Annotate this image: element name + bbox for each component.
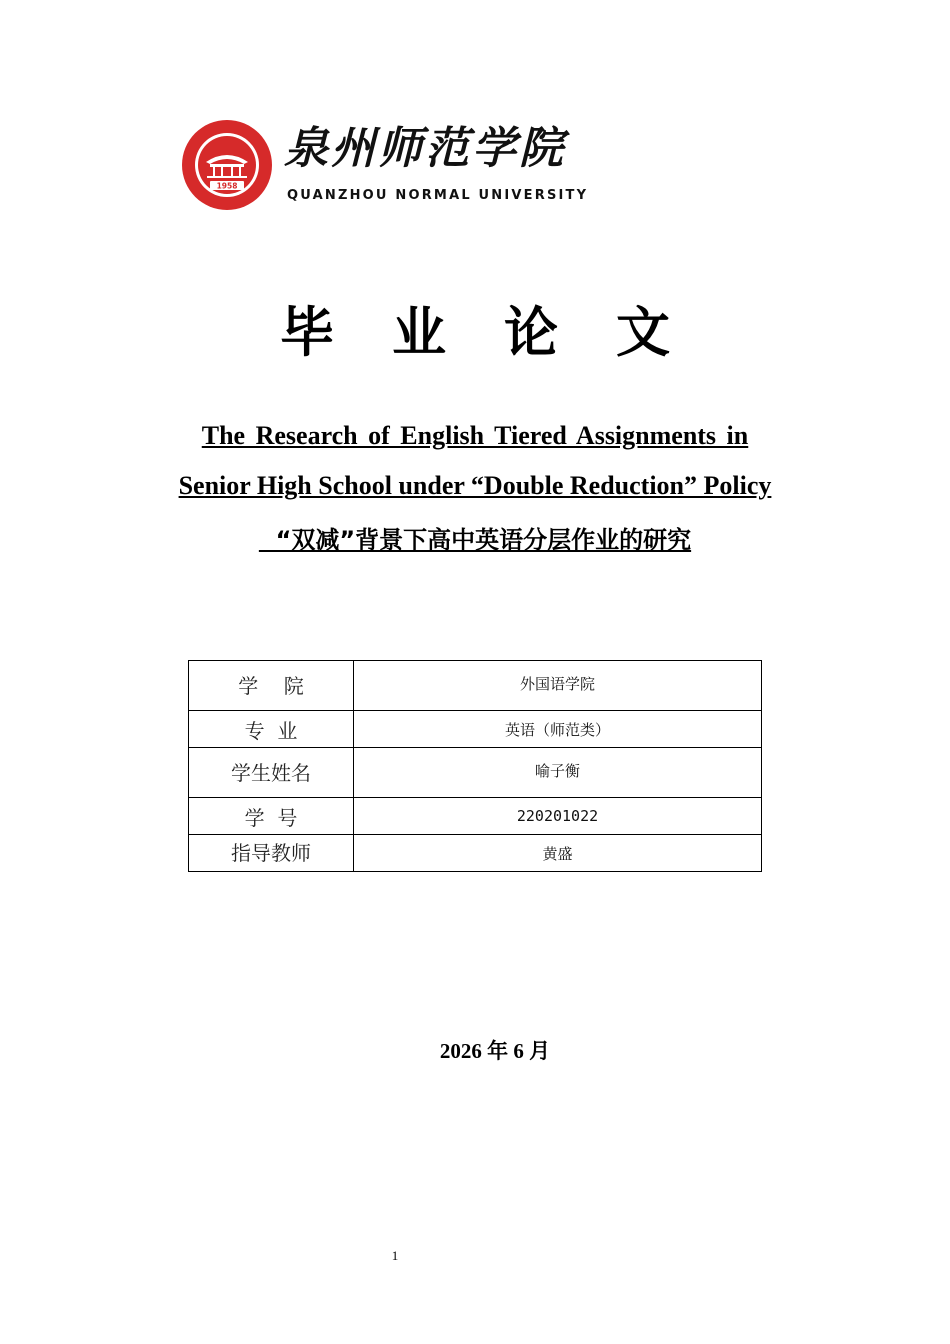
table-row — [189, 748, 762, 798]
chinese-title: “双减”背景下高中英语分层作业的研究 — [258, 526, 692, 554]
university-logo — [180, 118, 589, 210]
thesis-type-title: 毕业论文 — [280, 301, 728, 364]
table-row — [189, 835, 762, 872]
advisor-value: 黄盛 — [354, 835, 762, 872]
student-name-value: 喻子衡 — [354, 748, 762, 798]
english-title-line1: The Research of English Tiered Assignments in — [201, 421, 749, 450]
university-seal-icon — [180, 118, 274, 212]
student-id-value: 220201022 — [354, 798, 762, 835]
college-label: 学 院 — [189, 661, 354, 711]
major-value: 英语（师范类） — [354, 711, 762, 748]
student-name-label: 学生姓名 — [189, 748, 354, 798]
major-label: 专 业 — [189, 711, 354, 748]
university-name-chinese: 泉州师范学院 — [284, 123, 566, 174]
submission-date: 2026 年 6 月 — [439, 1039, 551, 1063]
student-info-table — [188, 660, 762, 872]
table-row — [189, 798, 762, 835]
table-row — [189, 711, 762, 748]
student-id-label: 学 号 — [189, 798, 354, 835]
table-row — [189, 661, 762, 711]
page-number: 1 — [391, 1248, 399, 1263]
university-name-english: QUANZHOU NORMAL UNIVERSITY — [287, 188, 589, 203]
college-value: 外国语学院 — [354, 661, 762, 711]
seal-year: 1958 — [216, 181, 238, 191]
english-title-line2: Senior High School under “Double Reduction” Policy — [178, 471, 772, 500]
advisor-label: 指导教师 — [189, 835, 354, 872]
